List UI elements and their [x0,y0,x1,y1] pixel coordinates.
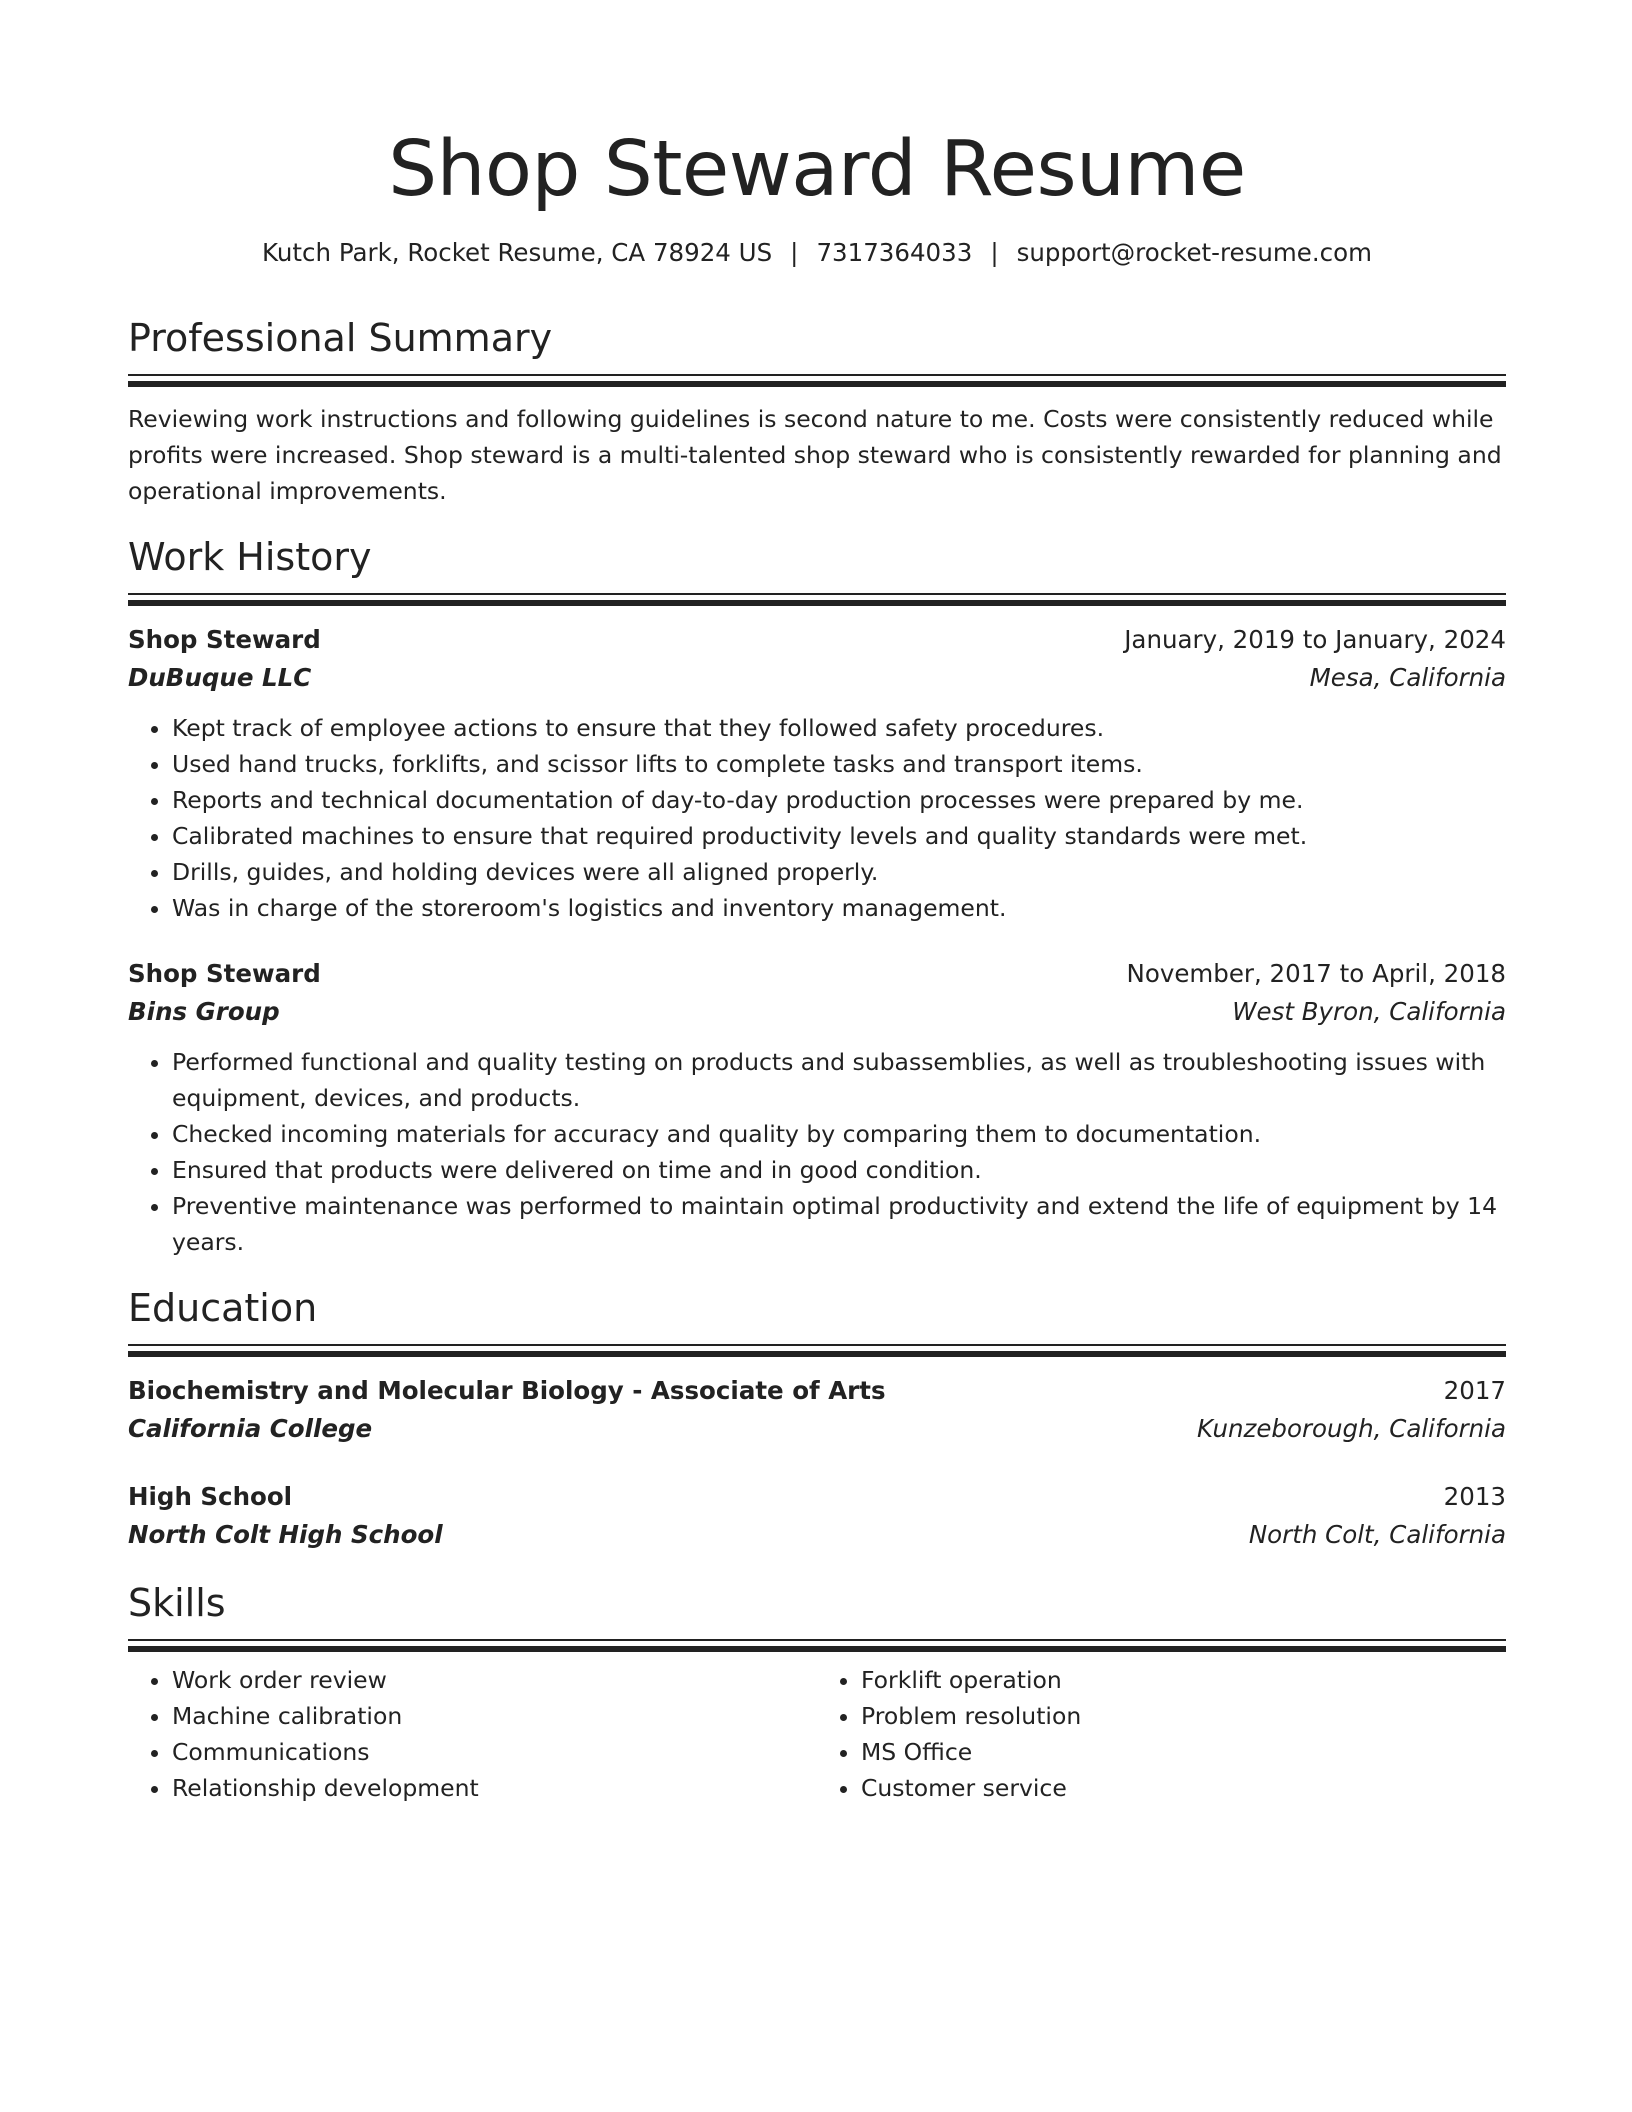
section-title-education: Education [128,1286,318,1330]
contact-separator: | [790,238,799,267]
education-section [128,1282,1506,1555]
list-item: • Ensured that products were delivered on time and in good condition. [172,1152,1506,1188]
summary-text: Reviewing work instructions and following guidelines is second nature to me. Costs were consistently reduced while profits were increased. Shop steward is a multi-talented shop steward who is consistently rewarded for planning and operational improvements. [128,405,1502,505]
skills-section [128,1577,1506,1806]
skills-list-left [128,1662,817,1806]
section-title-summary: Professional Summary [128,316,553,360]
contact-line [128,236,1506,270]
contact-separator: | [990,238,999,267]
list-item: • Used hand trucks, forklifts, and scissor lifts to complete tasks and transport items. [172,746,1506,782]
graduation-year: 2017 [1443,1376,1506,1405]
job-dates: January, 2019 to January, 2024 [1124,625,1506,654]
section-title-work-history: Work History [128,535,372,579]
skill-item: • Work order review [172,1662,817,1698]
skill-item: • Problem resolution [861,1698,1506,1734]
skill-item: • Relationship development [172,1770,817,1806]
school-name: California College [128,1414,373,1443]
list-item: • Checked incoming materials for accuracy and quality by comparing them to documentation. [172,1116,1506,1152]
job-dates: November, 2017 to April, 2018 [1126,959,1506,988]
section-divider [128,593,1506,606]
skill-item: • Machine calibration [172,1698,817,1734]
job-title: Shop Steward [128,625,321,654]
section-divider [128,1344,1506,1357]
job-bullets [128,1044,1506,1260]
skill-item: • Forklift operation [861,1662,1506,1698]
education-entry [128,1373,1506,1449]
degree: High School [128,1482,293,1511]
education-entry [128,1479,1506,1555]
section-title-skills: Skills [128,1581,226,1625]
list-item: • Kept track of employee actions to ensure that they followed safety procedures. [172,710,1506,746]
company-name: DuBuque LLC [128,663,312,692]
work-history-section [128,531,1506,1260]
contact-address: Kutch Park, Rocket Resume, CA 78924 US [262,238,773,267]
list-item: • Drills, guides, and holding devices were all aligned properly. [172,854,1506,890]
job-location: Mesa, California [1309,663,1506,692]
list-item: • Reports and technical documentation of day-to-day production processes were prepared by me. [172,782,1506,818]
section-divider [128,374,1506,387]
school-location: North Colt, California [1248,1520,1506,1549]
summary-section [128,312,1506,509]
skill-item: • MS Office [861,1734,1506,1770]
contact-email: support@rocket-resume.com [1016,238,1372,267]
company-name: Bins Group [128,997,280,1026]
skills-list-right [817,1662,1506,1806]
contact-phone: 7317364033 [816,238,973,267]
job-title: Shop Steward [128,959,321,988]
job-entry [128,622,1506,926]
skill-item: • Customer service [861,1770,1506,1806]
list-item: • Preventive maintenance was performed to maintain optimal productivity and extend the life of equipment by 14 years. [172,1188,1506,1260]
resume-page [128,118,1506,1806]
skill-item: • Communications [172,1734,817,1770]
job-location: West Byron, California [1232,997,1506,1026]
list-item: • Was in charge of the storeroom's logistics and inventory management. [172,890,1506,926]
graduation-year: 2013 [1443,1482,1506,1511]
job-entry [128,956,1506,1260]
resume-title: Shop Steward Resume [388,125,1246,214]
school-location: Kunzeborough, California [1197,1414,1506,1443]
degree: Biochemistry and Molecular Biology - Associate of Arts [128,1376,886,1405]
job-bullets [128,710,1506,926]
skills-columns [128,1662,1506,1806]
school-name: North Colt High School [128,1520,443,1549]
list-item: • Calibrated machines to ensure that required productivity levels and quality standards were met. [172,818,1506,854]
list-item: • Performed functional and quality testing on products and subassemblies, as well as troubleshooting issues with equipment, devices, and products. [172,1044,1506,1116]
section-divider [128,1639,1506,1652]
